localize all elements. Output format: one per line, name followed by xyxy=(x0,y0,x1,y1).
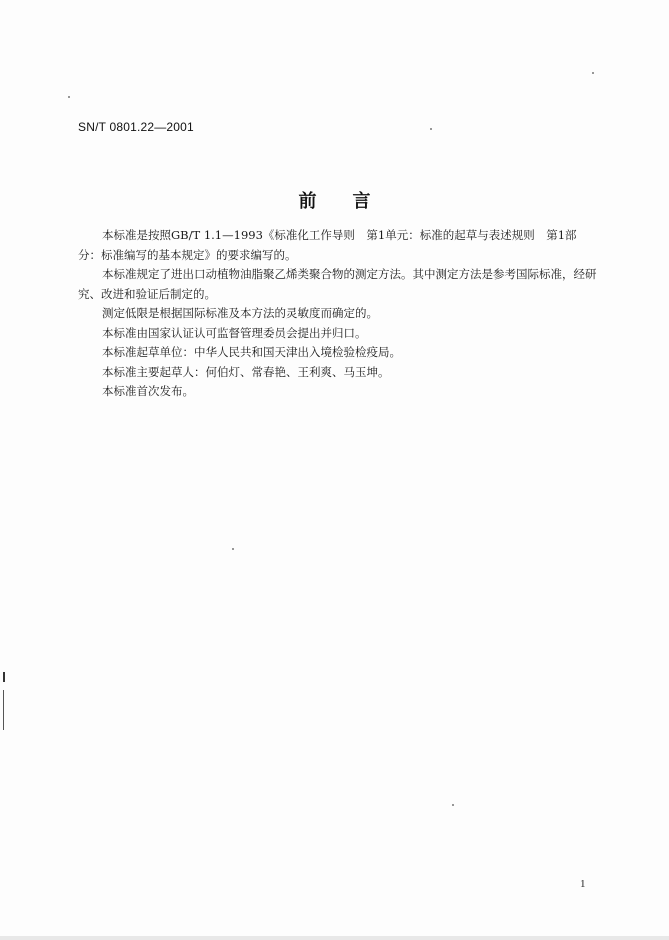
page-bottom-edge xyxy=(0,936,669,940)
scan-speck xyxy=(232,548,234,550)
paragraph: 测定低限是根据国际标准及本方法的灵敏度而确定的。 xyxy=(102,306,378,320)
paragraph: 本标准主要起草人：何伯灯、常春艳、王利爽、马玉坤。 xyxy=(102,364,390,379)
paragraph: 本标准是按照GB/T 1.1—1993《标准化工作导则 第1单元：标准的起草与表述规则 第1部分：标准编写的基本规定》的要求编写的。 xyxy=(78,228,577,262)
scan-artifact xyxy=(3,690,4,730)
page-number: 1 xyxy=(580,878,586,890)
scan-speck xyxy=(68,96,70,98)
paragraph: 本标准起草单位：中华人民共和国天津出入境检验检疫局。 xyxy=(102,345,401,359)
foreword-body xyxy=(78,226,598,402)
scan-speck xyxy=(430,128,432,130)
scan-speck xyxy=(452,804,454,806)
scan-speck xyxy=(592,72,594,74)
scan-artifact xyxy=(3,672,5,682)
page-title: 前言 xyxy=(298,191,407,212)
paragraph: 本标准首次发布。 xyxy=(102,384,194,398)
paragraph: 本标准规定了进出口动植物油脂聚乙烯类聚合物的测定方法。其中测定方法是参考国际标准，经研究、改进和验证后制定的。 xyxy=(78,267,597,301)
standard-code: SN/T 0801.22—2001 xyxy=(78,120,194,134)
paragraph: 本标准由国家认证认可监督管理委员会提出并归口。 xyxy=(102,325,367,340)
